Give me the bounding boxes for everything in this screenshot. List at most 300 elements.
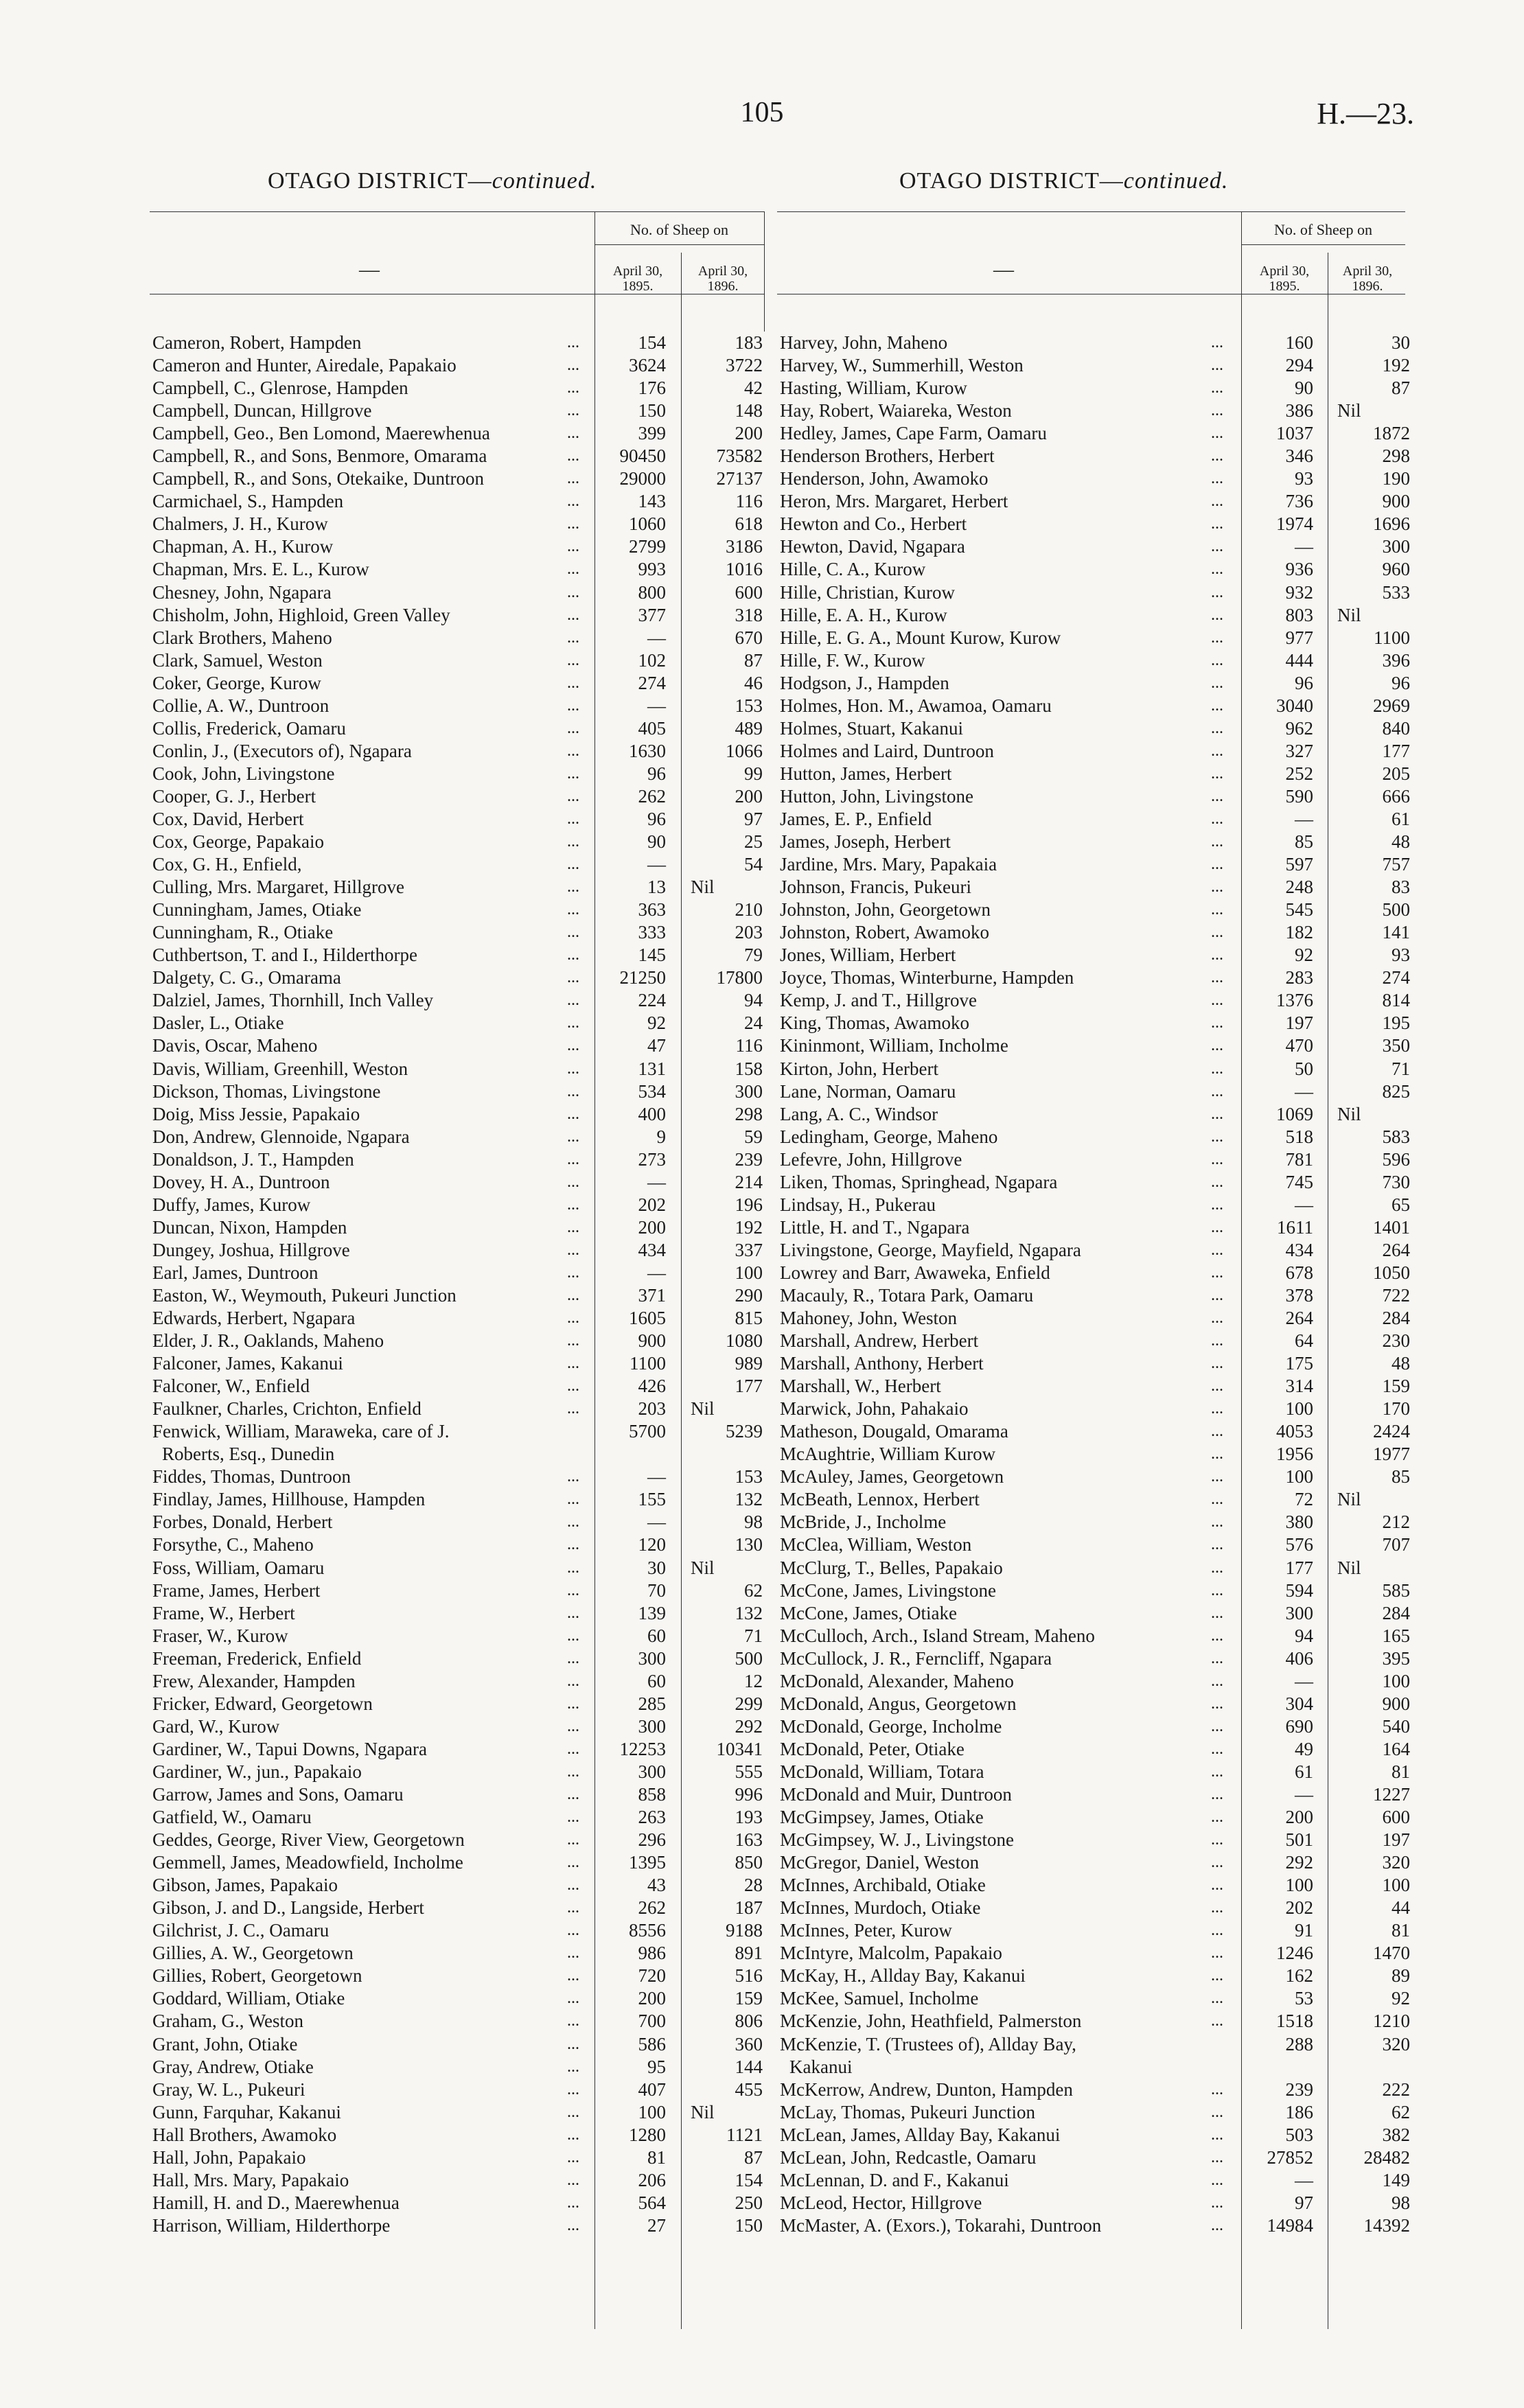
owner-name xyxy=(780,1783,1012,1806)
leader-dots: ... xyxy=(1211,1490,1223,1509)
district-heading-left xyxy=(268,168,597,194)
table-row xyxy=(150,1919,764,1942)
table-row xyxy=(777,1942,1410,1965)
owner-name-line: Culling, Mrs. Margaret, Hillgrove xyxy=(152,877,404,898)
owner-name xyxy=(780,1897,980,1919)
sheep-1896: 989 xyxy=(735,1353,763,1374)
table-row xyxy=(777,1307,1410,1330)
table-row xyxy=(150,831,764,853)
leader-dots: ... xyxy=(1211,833,1223,851)
table-row xyxy=(777,1715,1410,1738)
sheep-1896: 28 xyxy=(744,1875,763,1896)
owner-name xyxy=(152,377,408,400)
owner-name-line: Collis, Frederick, Oamaru xyxy=(152,717,346,739)
leader-dots: ... xyxy=(567,809,579,828)
table-row xyxy=(150,966,764,989)
owner-name xyxy=(152,1693,373,1715)
sheep-1896: 455 xyxy=(735,2079,763,2100)
sheep-1896: 25 xyxy=(744,831,763,853)
sheep-1896: 500 xyxy=(1382,899,1410,921)
owner-name xyxy=(152,2146,305,2169)
owner-name-line: Clark Brothers, Maheno xyxy=(152,627,332,648)
owner-name xyxy=(780,1738,965,1761)
table-row xyxy=(777,354,1410,377)
owner-name xyxy=(780,2033,1164,2079)
owner-name-line: Gatfield, W., Oamaru xyxy=(152,1807,312,1828)
sheep-1895: 781 xyxy=(1285,1148,1313,1170)
sheep-1896: 163 xyxy=(735,1829,763,1851)
table-row xyxy=(150,490,764,513)
owner-name xyxy=(780,1602,957,1625)
table-row xyxy=(777,332,1410,354)
owner-name xyxy=(780,2101,1035,2124)
sheep-1895: 262 xyxy=(638,785,666,807)
leader-dots: ... xyxy=(1211,537,1223,556)
owner-name xyxy=(780,354,1024,377)
leader-dots: ... xyxy=(567,2125,579,2144)
sheep-1895: 294 xyxy=(1285,355,1313,376)
sheep-1895: 100 xyxy=(1285,1466,1313,1487)
leader-dots: ... xyxy=(1211,1626,1223,1645)
owner-name-line: Gillies, A. W., Georgetown xyxy=(152,1943,354,1964)
table-row xyxy=(777,831,1410,853)
sheep-1895: 932 xyxy=(1285,581,1313,603)
owner-name-line: McKay, H., Allday Bay, Kakanui xyxy=(780,1965,1026,1987)
sheep-1895: 678 xyxy=(1285,1262,1313,1283)
owner-name xyxy=(152,1307,355,1330)
sheep-1896: 28482 xyxy=(1363,2146,1410,2168)
document-reference: H.—23. xyxy=(1317,97,1414,130)
owner-name xyxy=(152,989,433,1012)
leader-dots: ... xyxy=(1211,492,1223,511)
owner-name-line: Liken, Thomas, Springhead, Ngapara xyxy=(780,1171,1058,1192)
sheep-1895: 300 xyxy=(638,1715,666,1737)
owner-name xyxy=(780,1126,997,1148)
owner-name xyxy=(152,1897,424,1919)
owner-name-line: Harvey, W., Summerhill, Weston xyxy=(780,355,1024,376)
leader-dots: ... xyxy=(567,673,579,692)
owner-name xyxy=(780,445,995,467)
sheep-1895: 503 xyxy=(1285,2124,1313,2145)
owner-name-line: Lindsay, H., Pukerau xyxy=(780,1194,936,1215)
owner-name-line: Hutton, John, Livingstone xyxy=(780,785,973,807)
table-row xyxy=(777,1330,1410,1352)
sheep-1896: 144 xyxy=(735,2056,763,2077)
sheep-1895: 962 xyxy=(1285,717,1313,739)
owner-name xyxy=(780,1216,969,1239)
sheep-1896: Nil xyxy=(691,1557,715,1578)
leader-dots: ... xyxy=(1211,1150,1223,1168)
table-row xyxy=(150,672,764,695)
owner-name-line: Gray, W. L., Pukeuri xyxy=(152,2079,305,2100)
leader-dots: ... xyxy=(567,878,579,896)
owner-name xyxy=(152,2169,349,2192)
owner-name-line: McAughtrie, William Kurow xyxy=(780,1444,996,1465)
owner-name xyxy=(780,966,1074,989)
leader-dots: ... xyxy=(1211,1354,1223,1373)
sheep-1895: 150 xyxy=(638,400,666,421)
table-row xyxy=(777,2124,1410,2146)
sheep-1896: 44 xyxy=(1392,1897,1410,1919)
table-top-rule xyxy=(150,211,764,212)
table-row xyxy=(150,1670,764,1693)
owner-name xyxy=(152,1511,332,1533)
sheep-1895: 470 xyxy=(1285,1035,1313,1056)
owner-name-line: Freeman, Frederick, Enfield xyxy=(152,1647,362,1669)
owner-name-line: Johnson, Francis, Pukeuri xyxy=(780,877,971,898)
table-row xyxy=(777,649,1410,672)
owner-name xyxy=(780,1533,971,1556)
owner-name-line: Jardine, Mrs. Mary, Papakaia xyxy=(780,854,997,875)
owner-name-line: Fraser, W., Kurow xyxy=(152,1625,288,1646)
sheep-1896: 284 xyxy=(1382,1602,1410,1623)
owner-name-line: Cooper, G. J., Herbert xyxy=(152,785,316,807)
leader-dots: ... xyxy=(567,1921,579,1940)
owner-name-line: Macauly, R., Totara Park, Oamaru xyxy=(780,1284,1034,1306)
table-row xyxy=(777,1874,1410,1897)
sheep-1896: 89 xyxy=(1392,1965,1410,1987)
table-row xyxy=(150,2079,764,2101)
owner-name xyxy=(152,1942,354,1965)
owner-name-line: Goddard, William, Otiake xyxy=(152,1988,345,2009)
table-row xyxy=(777,1398,1410,1420)
table-row xyxy=(777,1829,1410,1851)
owner-name-line: Gibson, J. and D., Langside, Herbert xyxy=(152,1897,424,1919)
sheep-1895: 285 xyxy=(638,1693,666,1714)
owner-name xyxy=(780,2124,1060,2146)
owner-name xyxy=(152,831,324,853)
sheep-1896: 190 xyxy=(1382,468,1410,489)
sheep-1896: 200 xyxy=(735,423,763,444)
leader-dots: ... xyxy=(567,1240,579,1259)
table-row xyxy=(777,1171,1410,1194)
owner-name-line: Campbell, R., and Sons, Benmore, Omarama xyxy=(152,445,487,467)
sheep-1896: 1401 xyxy=(1373,1216,1410,1238)
owner-name-line: Grant, John, Otiake xyxy=(152,2033,298,2054)
sheep-1895: 977 xyxy=(1285,627,1313,648)
owner-name-line: Lowrey and Barr, Awaweka, Enfield xyxy=(780,1262,1050,1283)
sheep-1895: 283 xyxy=(1285,967,1313,988)
table-row xyxy=(777,1284,1410,1307)
table-row xyxy=(150,1625,764,1647)
owner-name-line: Elder, J. R., Oaklands, Maheno xyxy=(152,1330,384,1352)
sheep-1895: 993 xyxy=(638,559,666,580)
owner-name xyxy=(780,581,955,604)
sheep-1895: 1376 xyxy=(1276,990,1313,1011)
sheep-1896: 214 xyxy=(735,1171,763,1192)
sheep-1896: 100 xyxy=(1382,1875,1410,1896)
sheep-1896: 284 xyxy=(1382,1308,1410,1329)
owner-name xyxy=(780,400,1012,422)
table-row xyxy=(777,944,1410,966)
leader-dots: ... xyxy=(1211,1513,1223,1531)
leader-dots: ... xyxy=(567,969,579,987)
owner-name xyxy=(152,1602,295,1625)
table-row xyxy=(150,400,764,422)
owner-name-line: Marwick, John, Pahakaio xyxy=(780,1398,969,1420)
leader-dots: ... xyxy=(567,741,579,760)
owner-name xyxy=(152,1738,427,1761)
owner-name-line: Dalgety, C. G., Omarama xyxy=(152,967,341,988)
owner-name xyxy=(780,1965,1026,1987)
leader-dots: ... xyxy=(1211,1581,1223,1599)
leader-dots: ... xyxy=(567,583,579,601)
sheep-1895: 288 xyxy=(1285,2033,1313,2054)
sheep-1896: 382 xyxy=(1382,2124,1410,2145)
owner-name xyxy=(152,1533,314,1556)
owner-name-line: McInnes, Archibald, Otiake xyxy=(780,1875,986,1896)
table-row xyxy=(777,1602,1410,1625)
leader-dots: ... xyxy=(567,946,579,964)
owner-name xyxy=(780,763,951,785)
sheep-1896: 141 xyxy=(1382,922,1410,943)
sheep-1896: 196 xyxy=(735,1194,763,1215)
owner-name xyxy=(152,1012,284,1034)
table-row xyxy=(777,672,1410,695)
leader-dots: ... xyxy=(1211,2125,1223,2144)
leader-dots: ... xyxy=(567,1717,579,1735)
table-row xyxy=(150,1194,764,1216)
leader-dots: ... xyxy=(567,379,579,397)
leader-dots: ... xyxy=(567,2170,579,2189)
sheep-1895: 100 xyxy=(1285,1875,1313,1896)
sheep-count-header: No. of Sheep on xyxy=(630,221,728,238)
owner-name xyxy=(152,853,301,876)
owner-name xyxy=(152,1330,384,1352)
sheep-1895: 1069 xyxy=(1276,1103,1313,1124)
leader-dots: ... xyxy=(567,537,579,556)
owner-name-line: Earl, James, Duntroon xyxy=(152,1262,319,1283)
sheep-1896: 1210 xyxy=(1373,2011,1410,2032)
owner-name xyxy=(780,2169,1009,2192)
leader-dots: ... xyxy=(1211,1263,1223,1282)
owner-name-line: Carmichael, S., Hampden xyxy=(152,491,344,512)
owner-name xyxy=(152,535,333,558)
sheep-1896: Nil xyxy=(1337,1557,1361,1578)
sheep-1896: 730 xyxy=(1382,1171,1410,1192)
owner-name-line: Henderson Brothers, Herbert xyxy=(780,445,995,467)
sheep-1895: 96 xyxy=(647,763,666,784)
owner-name xyxy=(780,899,991,921)
leader-dots: ... xyxy=(1211,923,1223,942)
sheep-1896: 239 xyxy=(735,1148,763,1170)
leader-dots: ... xyxy=(1211,2193,1223,2212)
sheep-1896: 583 xyxy=(1382,1126,1410,1147)
sheep-1895: 61 xyxy=(1295,1761,1313,1782)
table-row xyxy=(150,717,764,740)
table-row xyxy=(150,1058,764,1080)
sheep-1896: 1016 xyxy=(726,559,763,580)
sheep-1895: 13 xyxy=(647,877,666,898)
sheep-1896: 62 xyxy=(744,1579,763,1601)
owner-name xyxy=(152,1806,312,1829)
sheep-1895: 182 xyxy=(1285,922,1313,943)
owner-name-line: Cox, George, Papakaio xyxy=(152,831,324,853)
leader-dots: ... xyxy=(1211,1739,1223,1758)
owner-name-continuation: Roberts, Esq., Dunedin xyxy=(162,1444,335,1465)
owner-name-line: Hille, E. A. H., Kurow xyxy=(780,604,947,625)
col-1895-header: April 30, 1895. xyxy=(1259,264,1310,294)
table-row xyxy=(150,1874,764,1897)
table-row xyxy=(777,989,1410,1012)
table-row xyxy=(150,1103,764,1126)
sheep-1895: 690 xyxy=(1285,1715,1313,1737)
leader-dots: ... xyxy=(567,1400,579,1418)
owner-name xyxy=(780,1398,968,1420)
leader-dots: ... xyxy=(567,1218,579,1236)
owner-name-line: Gray, Andrew, Otiake xyxy=(152,2056,314,2077)
owner-name xyxy=(152,1761,362,1783)
sheep-1895: 47 xyxy=(647,1035,666,1056)
owner-name-line: Frame, James, Herbert xyxy=(152,1579,321,1601)
leader-dots: ... xyxy=(1211,1082,1223,1100)
sheep-1896: 154 xyxy=(735,2169,763,2190)
owner-name-line: Forsythe, C., Maheno xyxy=(152,1534,314,1555)
leader-dots: ... xyxy=(1211,1989,1223,2008)
leader-dots: ... xyxy=(567,1808,579,1827)
owner-name xyxy=(152,966,341,989)
owner-name-line: McClurg, T., Belles, Papakaio xyxy=(780,1557,1003,1578)
table-row xyxy=(777,1375,1410,1398)
leader-dots: ... xyxy=(1211,1944,1223,1963)
table-row xyxy=(150,1647,764,1670)
sheep-1895: 586 xyxy=(638,2033,666,2054)
table-row xyxy=(150,604,764,627)
sheep-1896: 158 xyxy=(735,1058,763,1079)
owner-name-line: Hewton and Co., Herbert xyxy=(780,513,967,535)
sheep-1896: 210 xyxy=(735,899,763,921)
sheep-1895: 85 xyxy=(1295,831,1313,853)
owner-name xyxy=(780,604,947,627)
leader-dots: ... xyxy=(567,1332,579,1350)
table-row xyxy=(150,1262,764,1284)
leader-dots: ... xyxy=(567,2057,579,2076)
sheep-1895: 239 xyxy=(1285,2079,1313,2100)
owner-name-line: Campbell, Duncan, Hillgrove xyxy=(152,400,372,421)
sheep-1895: 224 xyxy=(638,990,666,1011)
leader-dots: ... xyxy=(567,1468,579,1486)
sheep-1895: 70 xyxy=(647,1579,666,1601)
sheep-1895: 300 xyxy=(1285,1602,1313,1623)
table-row xyxy=(777,1806,1410,1829)
sheep-1896: 187 xyxy=(735,1897,763,1919)
sheep-1895: — xyxy=(647,695,666,716)
sheep-1895: 3040 xyxy=(1276,695,1313,716)
table-row xyxy=(150,1533,764,1556)
owner-name xyxy=(152,1194,310,1216)
sheep-1895: — xyxy=(1295,536,1313,557)
owner-name xyxy=(780,1012,969,1034)
table-row xyxy=(150,422,764,445)
sheep-1896: 46 xyxy=(744,672,763,693)
owner-name xyxy=(780,1352,984,1375)
owner-name xyxy=(152,921,333,944)
table-row xyxy=(150,513,764,535)
leader-dots: ... xyxy=(567,901,579,919)
owner-name-line: Kininmont, William, Incholme xyxy=(780,1035,1008,1056)
owner-name xyxy=(780,1942,1002,1965)
owner-name xyxy=(152,1239,350,1262)
table-row xyxy=(150,899,764,921)
sheep-1895: 64 xyxy=(1295,1330,1313,1352)
sheep-1896: 116 xyxy=(735,491,763,512)
sheep-1895: 3624 xyxy=(629,355,666,376)
table-row xyxy=(150,1034,764,1057)
sheep-1896: 192 xyxy=(1382,355,1410,376)
sheep-1896: 815 xyxy=(735,1308,763,1329)
leader-dots: ... xyxy=(1211,969,1223,987)
sheep-1896: 100 xyxy=(735,1262,763,1283)
owner-name-line: McAuley, James, Georgetown xyxy=(780,1466,1004,1487)
owner-name xyxy=(152,2124,336,2146)
table-row xyxy=(150,1171,764,1194)
sheep-1896: 177 xyxy=(735,1376,763,1397)
leader-dots: ... xyxy=(1211,878,1223,896)
table-row xyxy=(777,1738,1410,1761)
sheep-1895: 518 xyxy=(1285,1126,1313,1147)
sheep-1896: 222 xyxy=(1382,2079,1410,2100)
owner-name xyxy=(780,1625,1095,1647)
owner-name-line: Marshall, Anthony, Herbert xyxy=(780,1353,984,1374)
sheep-1896: 164 xyxy=(1382,1738,1410,1759)
sheep-1896: 87 xyxy=(1392,378,1410,399)
owner-name xyxy=(780,808,932,831)
table-row xyxy=(150,1375,764,1398)
table-row xyxy=(777,1670,1410,1693)
leader-dots: ... xyxy=(1211,356,1223,375)
sheep-1896: 54 xyxy=(744,854,763,875)
sheep-1896: 24 xyxy=(744,1012,763,1034)
table-row xyxy=(150,989,764,1012)
table-row xyxy=(150,740,764,763)
owner-name-line: Johnston, John, Georgetown xyxy=(780,899,991,921)
sheep-1895: 386 xyxy=(1285,400,1313,421)
owner-name xyxy=(152,604,450,627)
owner-name-line: Harvey, John, Maheno xyxy=(780,332,948,353)
table-row xyxy=(150,1738,764,1761)
sheep-1895: 154 xyxy=(638,332,666,353)
sheep-1895: 200 xyxy=(1285,1807,1313,1828)
sheep-1896: 290 xyxy=(735,1284,763,1306)
sheep-1896: 195 xyxy=(1382,1012,1410,1034)
owner-name-line: Hille, E. G. A., Mount Kurow, Kurow xyxy=(780,627,1061,648)
owner-name-line: Cameron, Robert, Hampden xyxy=(152,332,362,353)
owner-name-line: McGimpsey, W. J., Livingstone xyxy=(780,1829,1014,1851)
table-row xyxy=(150,354,764,377)
owner-name xyxy=(152,422,490,445)
sheep-1895: — xyxy=(1295,808,1313,829)
owner-name xyxy=(780,627,1061,649)
table-row xyxy=(777,1919,1410,1942)
owner-name xyxy=(780,1670,1014,1693)
owner-name-line: Falconer, W., Enfield xyxy=(152,1376,310,1397)
table-row xyxy=(777,627,1410,649)
sheep-1895: 100 xyxy=(638,2101,666,2122)
sheep-1896: 48 xyxy=(1392,1353,1410,1374)
sheep-1896: 98 xyxy=(744,1512,763,1533)
sheep-1895: 296 xyxy=(638,1829,666,1851)
leader-dots: ... xyxy=(1211,560,1223,579)
owner-name-line: McDonald, Peter, Otiake xyxy=(780,1738,965,1759)
table-row xyxy=(150,695,764,717)
owner-name-line: McCullock, J. R., Ferncliff, Ngapara xyxy=(780,1647,1052,1669)
sheep-1896: 900 xyxy=(1382,1693,1410,1714)
owner-name xyxy=(152,1375,310,1398)
owner-name xyxy=(780,853,997,876)
sheep-1895: 96 xyxy=(1295,672,1313,693)
leader-dots: ... xyxy=(567,1104,579,1123)
sheep-1896: 153 xyxy=(735,1466,763,1487)
